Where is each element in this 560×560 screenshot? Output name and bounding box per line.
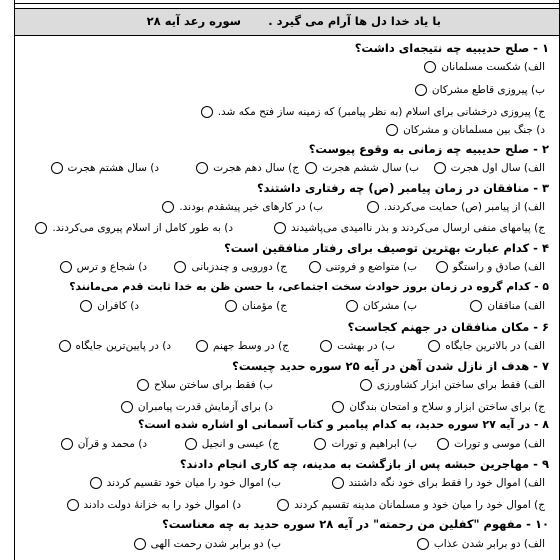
radio-circle-icon[interactable] <box>332 401 344 413</box>
radio-circle-icon[interactable] <box>470 300 482 312</box>
radio-circle-icon[interactable] <box>134 538 146 550</box>
radio-circle-icon[interactable] <box>162 201 174 213</box>
page-header <box>15 8 559 36</box>
question-7-option-d[interactable] <box>121 401 273 413</box>
option-label: د) محمد و قرآن <box>77 438 147 450</box>
question-8-option-d[interactable] <box>61 438 147 450</box>
question-3-option-b[interactable] <box>162 201 323 213</box>
question-1: ۱ - صلح حدیبیه چه نتیجه‌ای داشت؟ <box>354 41 549 55</box>
header-sura-reference: سوره رعد آیه ۲۸ <box>146 14 241 28</box>
question-6-option-d[interactable] <box>59 340 171 352</box>
radio-circle-icon[interactable] <box>80 300 92 312</box>
question-5-option-c[interactable] <box>225 300 287 312</box>
option-label: ب) در بهشت <box>337 340 395 352</box>
option-label: الف) از پیامبر (ص) حمایت می‌کردند. <box>383 201 545 213</box>
radio-circle-icon[interactable] <box>417 538 429 550</box>
question-5: ۵ - کدام گروه در زمان بروز حوادث سخت اجتماعی، با حسن ظن به خدا ثابت قدم می‌مانند؟ <box>69 280 549 293</box>
radio-circle-icon[interactable] <box>424 61 436 73</box>
radio-circle-icon[interactable] <box>386 124 398 136</box>
option-label: ج) در وسط جهنم <box>213 340 289 352</box>
radio-circle-icon[interactable] <box>137 379 149 391</box>
radio-circle-icon[interactable] <box>314 438 326 450</box>
question-5-option-b[interactable] <box>346 300 417 312</box>
question-2-option-b[interactable] <box>305 162 419 174</box>
option-label: ج) پیامهای منفی ارسال می‌کردند و بذر ناامیدی می‌پاشیدند <box>290 222 545 234</box>
radio-circle-icon[interactable] <box>59 340 71 352</box>
question-5-option-a[interactable] <box>470 300 545 312</box>
question-9-option-a[interactable] <box>332 477 545 489</box>
header-title: با یاد خدا دل ها آرام می گیرد . <box>268 14 441 28</box>
option-label: ب) ابراهیم و تورات <box>331 438 417 450</box>
option-label: د) اموال خود را به خزانهٔ دولت دادند <box>83 499 241 511</box>
question-1-option-b[interactable] <box>415 84 545 96</box>
option-label: الف) در بالاترین جایگاه <box>445 340 545 352</box>
option-label: ب) در کارهای خیر پیشقدم بودند. <box>179 201 323 213</box>
question-9-option-b[interactable] <box>90 477 281 489</box>
option-label: الف) دو برابر شدن عذاب <box>433 538 545 550</box>
question-2-option-c[interactable] <box>196 162 299 174</box>
question-4: ۴ - کدام عبارت بهترین توصیف برای رفتار منافقین است؟ <box>224 241 549 255</box>
option-label: ج) اموال خود را میان خود و مسلمانان مدینه تقسیم کردند <box>294 499 545 511</box>
radio-circle-icon[interactable] <box>320 340 332 352</box>
option-label: الف) شکست مسلمانان <box>441 61 545 73</box>
question-2-option-a[interactable] <box>434 162 545 174</box>
option-label: ج) سال دهم هجرت <box>213 162 299 174</box>
question-4-option-d[interactable] <box>60 261 147 273</box>
option-label: ب) پیروزی قاطع مشرکان <box>431 84 545 96</box>
question-9: ۹ - مهاجرین حبشه پس از بازگشت به مدینه، چه کاری انجام دادند؟ <box>179 457 549 471</box>
option-label: د) جنگ بین مسلمانان و مشرکان <box>403 124 545 136</box>
radio-circle-icon[interactable] <box>196 162 208 174</box>
option-label: د) شجاع و ترس <box>76 261 147 273</box>
question-2-option-d[interactable] <box>51 162 159 174</box>
option-label: ب) اموال خود را میان خود تقسیم کردند <box>106 477 281 489</box>
option-label: الف) صادق و راستگو <box>452 261 545 273</box>
radio-circle-icon[interactable] <box>305 162 317 174</box>
question-6-option-a[interactable] <box>428 340 545 352</box>
option-label: د) کافران <box>97 300 139 312</box>
question-9-option-c[interactable] <box>277 499 545 511</box>
question-6-option-c[interactable] <box>196 340 289 352</box>
question-1-option-c[interactable] <box>201 106 545 118</box>
question-3-option-c[interactable] <box>274 222 545 234</box>
radio-circle-icon[interactable] <box>437 438 449 450</box>
option-label: د) به طور کامل از اسلام پیروی می‌کردند. <box>52 222 233 234</box>
radio-circle-icon[interactable] <box>174 261 186 273</box>
radio-circle-icon[interactable] <box>415 84 427 96</box>
radio-circle-icon[interactable] <box>90 477 102 489</box>
option-label: ج) مؤمنان <box>242 300 287 312</box>
question-4-option-b[interactable] <box>309 261 417 273</box>
option-label: ب) دو برابر شدن رحمت الهی <box>150 538 281 550</box>
option-label: ب) مشرکان <box>362 300 417 312</box>
radio-circle-icon[interactable] <box>185 438 197 450</box>
question-10: ۱۰ - مفهوم "کفلین من رحمته" در آیه ۲۸ سوره حدید به چه معناست؟ <box>162 517 549 531</box>
radio-circle-icon[interactable] <box>332 477 344 489</box>
question-8-option-c[interactable] <box>185 438 279 450</box>
question-8-option-b[interactable] <box>314 438 417 450</box>
radio-circle-icon[interactable] <box>274 222 286 234</box>
question-10-option-a[interactable] <box>417 538 545 550</box>
question-7: ۷ - هدف از نازل شدن آهن در آیه ۲۵ سوره حدید چیست؟ <box>232 359 549 373</box>
option-label: الف) اموال خود را فقط برای خود نگه داشتند <box>348 477 545 489</box>
radio-circle-icon[interactable] <box>201 106 213 118</box>
option-label: ج) برای ساختن ابزار و سلاح و امتحان بندگان <box>349 401 545 413</box>
radio-circle-icon[interactable] <box>346 300 358 312</box>
radio-circle-icon[interactable] <box>35 222 47 234</box>
radio-circle-icon[interactable] <box>436 261 448 273</box>
question-7-option-c[interactable] <box>332 401 545 413</box>
radio-circle-icon[interactable] <box>277 499 289 511</box>
question-6: ۶ - مکان منافقان در جهنم کجاست؟ <box>347 320 549 334</box>
option-label: ج) عیسی و انجیل <box>201 438 279 450</box>
radio-circle-icon[interactable] <box>196 340 208 352</box>
question-6-option-b[interactable] <box>320 340 395 352</box>
question-1-option-d[interactable] <box>386 124 545 136</box>
radio-circle-icon[interactable] <box>225 300 237 312</box>
radio-circle-icon[interactable] <box>434 162 446 174</box>
option-label: د) در پایین‌ترین جایگاه <box>75 340 171 352</box>
question-3-option-d[interactable] <box>35 222 233 234</box>
option-label: د) برای آزمایش قدرت پیامبران <box>137 401 273 413</box>
radio-circle-icon[interactable] <box>61 438 73 450</box>
option-label: ب) فقط برای ساختن سلاح <box>154 379 273 391</box>
quiz-page <box>14 0 560 560</box>
radio-circle-icon[interactable] <box>60 261 72 273</box>
question-3: ۳ - منافقان در زمان پیامبر (ص) چه رفتاری داشتند؟ <box>256 181 549 195</box>
question-5-option-d[interactable] <box>80 300 139 312</box>
question-7-option-b[interactable] <box>137 379 273 391</box>
option-label: الف) منافقان <box>487 300 545 312</box>
question-10-option-b[interactable] <box>134 538 281 550</box>
question-8-option-a[interactable] <box>437 438 545 450</box>
option-label: الف) فقط برای ساختن ابزار کشاورزی <box>376 379 545 391</box>
question-8: ۸ - در آیه ۲۷ سوره حدید، به کدام پیامبر و کتاب آسمانی او اشاره شده است؟ <box>137 418 549 431</box>
radio-circle-icon[interactable] <box>121 401 133 413</box>
question-1-option-a[interactable] <box>424 61 545 73</box>
option-label: ب) سال ششم هجرت <box>322 162 419 174</box>
option-label: ج) دورویی و چندزبانی <box>191 261 287 273</box>
question-2: ۲ - صلح حدیبیه چه زمانی به وقوع پیوست؟ <box>308 142 549 156</box>
option-label: ج) پیروزی درخشانی برای اسلام (به نظر پیامبر) که زمینه ساز فتح مکه شد. <box>217 106 545 118</box>
question-3-option-a[interactable] <box>367 201 545 213</box>
radio-circle-icon[interactable] <box>367 201 379 213</box>
radio-circle-icon[interactable] <box>51 162 63 174</box>
question-7-option-a[interactable] <box>360 379 545 391</box>
question-4-option-a[interactable] <box>436 261 545 273</box>
question-4-option-c[interactable] <box>174 261 287 273</box>
radio-circle-icon[interactable] <box>360 379 372 391</box>
top-border-line <box>15 3 559 4</box>
option-label: الف) سال اول هجرت <box>450 162 545 174</box>
radio-circle-icon[interactable] <box>309 261 321 273</box>
option-label: د) سال هشتم هجرت <box>67 162 159 174</box>
radio-circle-icon[interactable] <box>428 340 440 352</box>
radio-circle-icon[interactable] <box>67 499 79 511</box>
option-label: ب) متواضع و فروتنی <box>325 261 417 273</box>
option-label: الف) موسی و تورات <box>454 438 545 450</box>
question-9-option-d[interactable] <box>67 499 242 511</box>
